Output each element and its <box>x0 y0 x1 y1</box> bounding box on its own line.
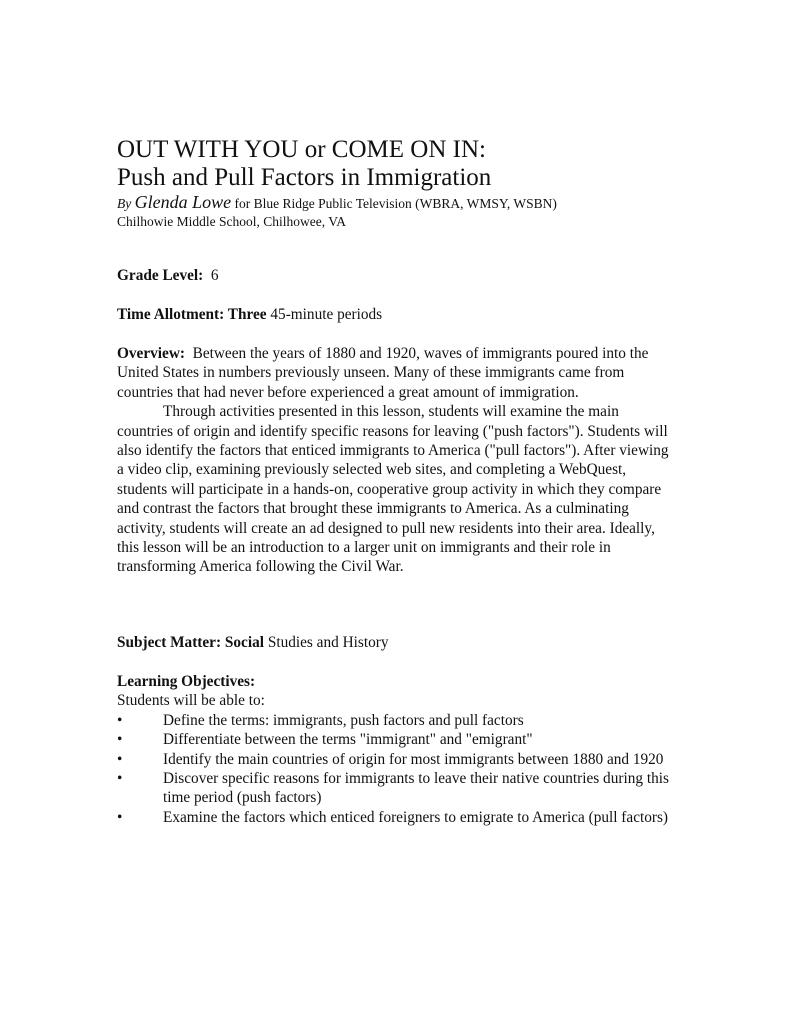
grade-level-label: Grade Level: <box>117 267 204 284</box>
overview-paragraph-1 <box>117 344 677 402</box>
time-allotment-value: 45-minute periods <box>270 306 383 323</box>
objective-text: Define the terms: immigrants, push factors and pull factors <box>163 711 524 729</box>
grade-level-value: 6 <box>210 267 219 284</box>
subject-matter <box>117 633 677 652</box>
objectives-list <box>117 711 677 827</box>
title-line-2: Push and Pull Factors in Immigration <box>117 164 492 191</box>
time-allotment-label: Time Allotment: Three <box>117 306 267 323</box>
list-item <box>117 769 677 808</box>
bullet-icon: • <box>117 770 123 788</box>
byline-by: By <box>117 196 132 211</box>
objective-text: Identify the main countries of origin for most immigrants between 1880 and 1920 <box>163 750 664 768</box>
objective-text: Differentiate between the terms "immigrant" and "emigrant" <box>163 731 533 749</box>
learning-objectives-intro: Students will be able to: <box>117 692 265 710</box>
time-allotment <box>117 305 677 324</box>
list-item <box>117 808 677 827</box>
bullet-icon: • <box>117 711 123 729</box>
subject-matter-label: Subject Matter: Social <box>117 634 264 651</box>
grade-level <box>117 266 677 285</box>
bullet-icon: • <box>117 731 123 749</box>
byline <box>117 192 557 214</box>
learning-objectives <box>117 672 677 827</box>
bullet-icon: • <box>117 750 123 768</box>
overview-paragraph-2: Through activities presented in this lesson, students will examine the main countries of origin and identify specific reasons for leaving ("push factors"). Students will also identify the factors that enticed immigrants to America ("pull factors"). After viewing a video clip, examining previously selected web sites, and completing a WebQuest, students will participate in a hands-on, cooperative group activity in which they compare and contrast the factors that brought these immigrants to America. As a culminating activity, students will create an ad designed to pull new residents into their area. Ideally, this lesson will be an introduction to a larger unit on immigrants and their role in transforming America following the Civil War. <box>117 403 669 576</box>
objective-text: Examine the factors which enticed foreigners to emigrate to America (pull factors) <box>163 808 669 826</box>
author-affiliation: for Blue Ridge Public Television (WBRA, WMSY, WSBN) <box>234 196 557 211</box>
overview-label: Overview: <box>117 345 185 362</box>
title-line-1: OUT WITH YOU or COME ON IN: <box>117 136 486 163</box>
objective-text: Discover specific reasons for immigrants to leave their native countries during this time period (push factors) <box>163 770 669 807</box>
list-item <box>117 711 677 730</box>
subject-matter-value: Studies and History <box>267 634 389 651</box>
list-item <box>117 730 677 749</box>
overview-text-1: Between the years of 1880 and 1920, waves of immigrants poured into the United States in numbers previously unseen. Many of these immigrants came from countries that had never before experienced a great amount of immigration. <box>117 345 649 401</box>
author-name: Glenda Lowe <box>134 192 232 212</box>
school-name: Chilhowie Middle School, Chilhowee, VA <box>117 214 346 229</box>
list-item <box>117 750 677 769</box>
bullet-icon: • <box>117 808 123 826</box>
learning-objectives-label: Learning Objectives: <box>117 673 256 690</box>
overview-section <box>117 344 677 577</box>
